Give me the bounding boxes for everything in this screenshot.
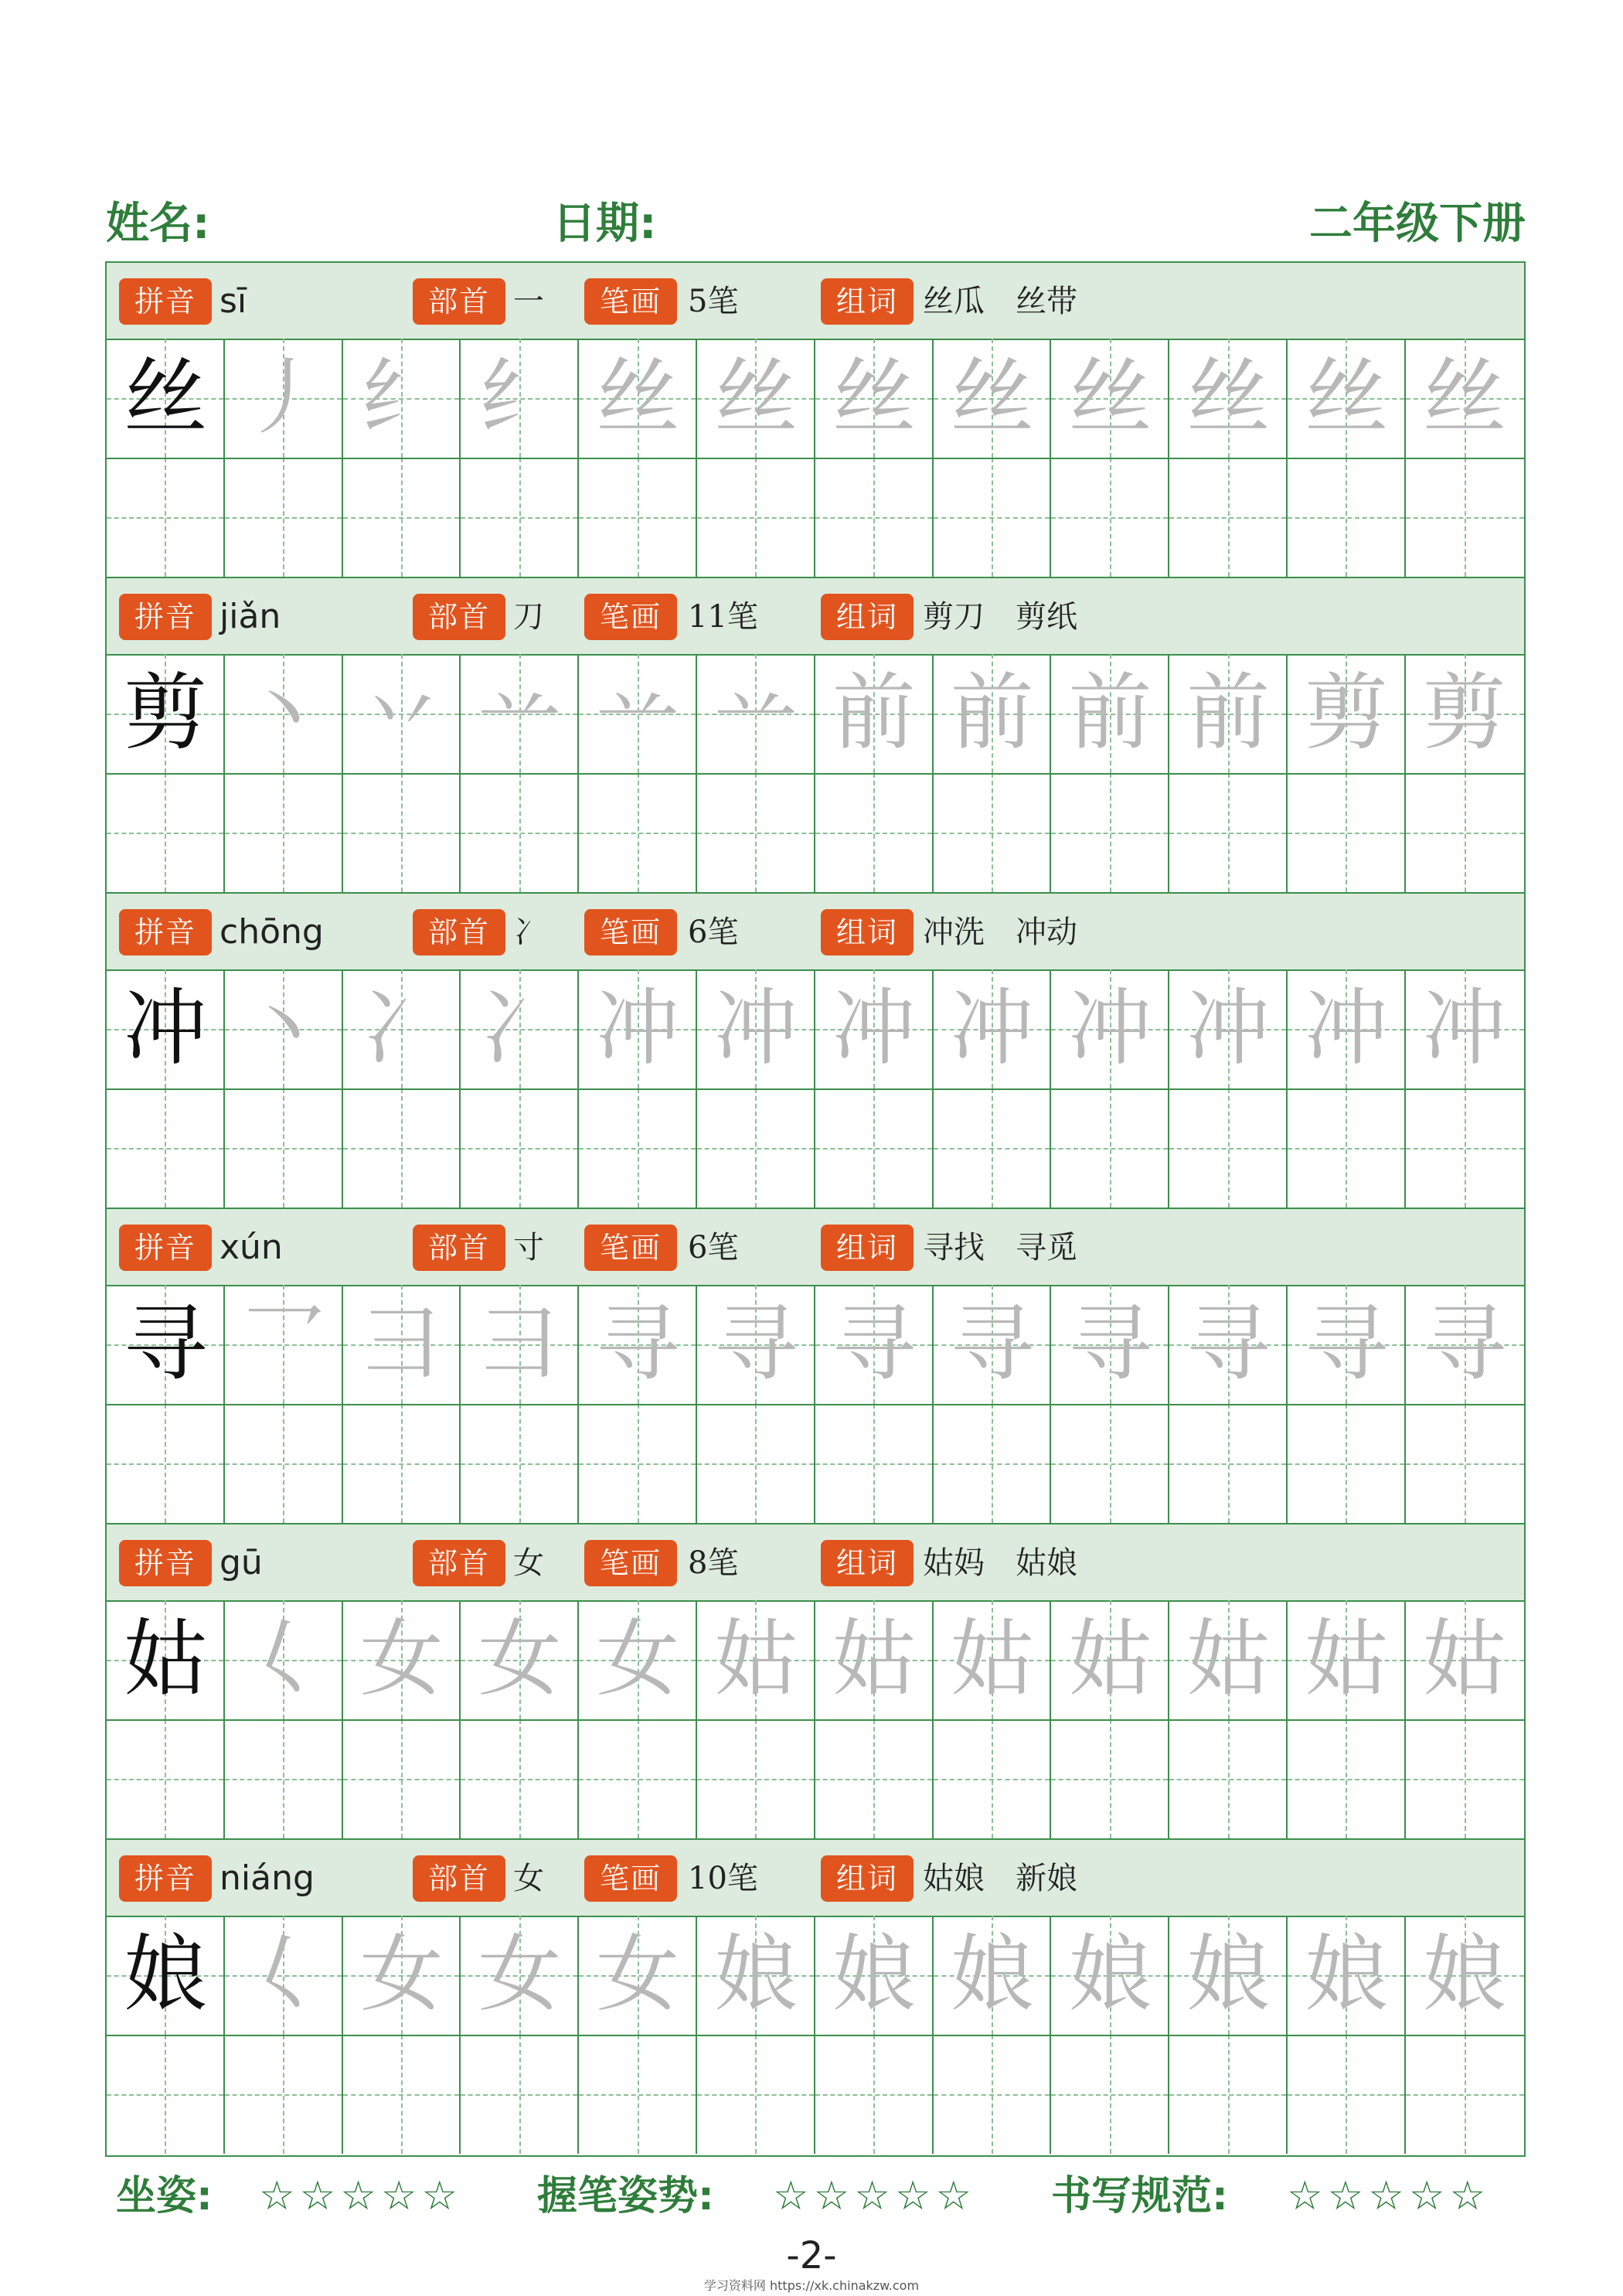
blank-writing-cell[interactable]: [1169, 773, 1288, 892]
trace-stroke-step: 女: [478, 1926, 562, 2023]
pinyin-tag: 拼音: [119, 594, 212, 640]
blank-writing-cell[interactable]: [697, 1719, 815, 1838]
radical-tag: 部首: [413, 278, 505, 325]
blank-writing-cell[interactable]: [1288, 1719, 1406, 1838]
radical-value: 一: [513, 284, 544, 319]
blank-writing-cell[interactable]: [461, 1719, 579, 1838]
words-value: 姑妈 姑娘: [923, 1545, 1077, 1581]
trace-stroke-step: 娘: [950, 1926, 1034, 2023]
strokes-tag: 笔画: [584, 278, 677, 325]
blank-writing-cell[interactable]: [343, 1088, 461, 1208]
page-number: -2-: [786, 2234, 837, 2277]
blank-writing-cell[interactable]: [107, 773, 225, 892]
strokes-value: 5笔: [688, 284, 739, 319]
words-tag: 组词: [821, 278, 914, 325]
radical-value: 女: [513, 1861, 544, 1896]
trace-stroke-step: 剪: [1304, 665, 1388, 761]
trace-stroke-step: 寻: [1422, 1296, 1506, 1392]
trace-stroke-step: 娘: [1186, 1926, 1271, 2023]
blank-writing-cell[interactable]: [934, 2035, 1052, 2154]
blank-writing-cell[interactable]: [934, 1088, 1052, 1208]
pinyin-tag: 拼音: [119, 1855, 212, 1902]
trace-stroke-step: 娘: [1422, 1926, 1506, 2023]
writing-grid: [107, 1600, 1524, 1838]
radical-value: 冫: [513, 915, 544, 950]
model-character: 寻: [123, 1296, 207, 1392]
radical-tag: 部首: [413, 1855, 505, 1902]
trace-stroke-step: 姑: [1304, 1611, 1388, 1708]
blank-writing-cell[interactable]: [579, 1719, 697, 1838]
trace-stroke-step: 冫: [478, 980, 562, 1077]
trace-stroke-step: 冲: [713, 980, 798, 1077]
strokes-tag: 笔画: [584, 594, 677, 640]
model-character: 丝: [123, 349, 207, 446]
blank-writing-cell[interactable]: [1288, 2035, 1406, 2154]
trace-stroke-step: 丿: [241, 349, 325, 446]
blank-writing-cell[interactable]: [461, 773, 579, 892]
character-info-bar: [107, 578, 1524, 656]
writing-grid: [107, 1285, 1524, 1523]
blank-writing-cell[interactable]: [815, 1719, 934, 1838]
blank-writing-cell[interactable]: [343, 1404, 461, 1523]
blank-writing-cell[interactable]: [1288, 1088, 1406, 1208]
blank-writing-cell[interactable]: [934, 773, 1052, 892]
trace-stroke-step: 䒑: [478, 665, 562, 761]
strokes-value: 8笔: [688, 1545, 739, 1581]
character-info-bar: [107, 894, 1524, 971]
words-value: 冲洗 冲动: [923, 915, 1077, 950]
writing-label: 书写规范:: [1051, 2173, 1228, 2219]
pinyin-value: jiǎn: [219, 597, 281, 636]
trace-stroke-step: 彐: [359, 1296, 444, 1392]
practice-sheet: [105, 261, 1526, 2157]
blank-writing-cell[interactable]: [107, 1719, 225, 1838]
words-value: 姑娘 新娘: [923, 1861, 1077, 1896]
words-value: 剪刀 剪纸: [923, 599, 1077, 635]
page-header: [106, 197, 1526, 251]
blank-writing-cell[interactable]: [107, 1088, 225, 1208]
blank-writing-cell[interactable]: [1051, 1719, 1169, 1838]
strokes-value: 10笔: [688, 1861, 758, 1896]
trace-stroke-step: 女: [478, 1611, 562, 1708]
model-character: 冲: [123, 980, 207, 1077]
blank-writing-cell[interactable]: [815, 1404, 934, 1523]
trace-stroke-step: 冲: [596, 980, 680, 1077]
trace-stroke-step: 寻: [832, 1296, 916, 1392]
trace-stroke-step: 寻: [596, 1296, 680, 1392]
blank-writing-cell[interactable]: [697, 773, 815, 892]
blank-writing-cell[interactable]: [1169, 1088, 1288, 1208]
trace-stroke-step: 冲: [1068, 980, 1152, 1077]
blank-writing-cell[interactable]: [1288, 773, 1406, 892]
trace-stroke-step: 寻: [1304, 1296, 1388, 1392]
trace-stroke-step: 寻: [950, 1296, 1034, 1392]
trace-stroke-step: 丶: [241, 665, 325, 761]
trace-stroke-step: 娘: [1068, 1926, 1152, 2023]
strokes-tag: 笔画: [584, 909, 677, 956]
date-label: 日期:: [553, 199, 657, 249]
trace-stroke-step: 前: [950, 665, 1034, 761]
blank-writing-cell[interactable]: [1051, 773, 1169, 892]
trace-stroke-step: 丝: [950, 349, 1034, 446]
trace-stroke-step: 冲: [1304, 980, 1388, 1077]
pinyin-value: gū: [219, 1543, 263, 1582]
blank-writing-cell[interactable]: [579, 1404, 697, 1523]
trace-stroke-step: 姑: [832, 1611, 916, 1708]
blank-writing-cell[interactable]: [343, 1719, 461, 1838]
blank-writing-cell[interactable]: [107, 1404, 225, 1523]
blank-writing-cell[interactable]: [225, 1088, 343, 1208]
blank-writing-cell[interactable]: [815, 458, 934, 577]
trace-stroke-step: 冲: [1186, 980, 1271, 1077]
blank-writing-cell[interactable]: [225, 773, 343, 892]
radical-value: 寸: [513, 1230, 544, 1266]
blank-writing-cell[interactable]: [815, 773, 934, 892]
words-tag: 组词: [821, 909, 914, 956]
blank-writing-cell[interactable]: [815, 2035, 934, 2154]
blank-writing-cell[interactable]: [225, 2035, 343, 2154]
blank-writing-cell[interactable]: [1288, 1404, 1406, 1523]
blank-writing-cell[interactable]: [461, 1088, 579, 1208]
model-character: 姑: [123, 1611, 207, 1708]
character-block: [107, 1524, 1524, 1840]
trace-stroke-step: 冲: [1422, 980, 1506, 1077]
model-character: 娘: [123, 1926, 207, 2023]
trace-stroke-step: 姑: [1186, 1611, 1271, 1708]
blank-writing-cell[interactable]: [461, 2035, 579, 2154]
strokes-tag: 笔画: [584, 1855, 677, 1902]
blank-writing-cell[interactable]: [225, 1719, 343, 1838]
blank-writing-cell[interactable]: [1406, 1088, 1524, 1208]
evaluation-footer: [116, 2169, 1523, 2223]
trace-stroke-step: 娘: [832, 1926, 916, 2023]
words-value: 寻找 寻觅: [923, 1230, 1077, 1266]
radical-tag: 部首: [413, 1225, 505, 1271]
strokes-tag: 笔画: [584, 1540, 677, 1586]
trace-stroke-step: 姑: [1068, 1611, 1152, 1708]
blank-writing-cell[interactable]: [934, 1719, 1052, 1838]
pinyin-value: sī: [219, 281, 247, 321]
blank-writing-cell[interactable]: [1051, 1404, 1169, 1523]
trace-stroke-step: 纟: [478, 349, 562, 446]
trace-stroke-step: 丶: [241, 980, 325, 1077]
trace-stroke-step: 寻: [1186, 1296, 1271, 1392]
blank-writing-cell[interactable]: [579, 2035, 697, 2154]
trace-stroke-step: 寻: [1068, 1296, 1152, 1392]
trace-stroke-step: 丷: [359, 665, 444, 761]
words-value: 丝瓜 丝带: [923, 284, 1077, 319]
trace-stroke-step: 𡿨: [241, 1926, 325, 2023]
pinyin-value: niáng: [219, 1858, 315, 1898]
blank-writing-cell[interactable]: [1406, 773, 1524, 892]
blank-writing-cell[interactable]: [107, 2035, 225, 2154]
trace-stroke-step: 姑: [950, 1611, 1034, 1708]
pen-grip-label: 握笔姿势:: [537, 2173, 714, 2219]
trace-stroke-step: 娘: [713, 1926, 798, 2023]
radical-value: 女: [513, 1545, 544, 1581]
character-info-bar: [107, 263, 1524, 340]
trace-stroke-step: 䒑: [713, 665, 798, 761]
blank-writing-cell[interactable]: [1406, 458, 1524, 577]
trace-stroke-step: 丝: [596, 349, 680, 446]
words-tag: 组词: [821, 1855, 914, 1902]
blank-writing-cell[interactable]: [225, 1404, 343, 1523]
blank-writing-cell[interactable]: [1169, 2035, 1288, 2154]
writing-grid: [107, 1916, 1524, 2154]
character-info-bar: [107, 1209, 1524, 1286]
blank-writing-cell[interactable]: [579, 458, 697, 577]
blank-writing-cell[interactable]: [697, 1088, 815, 1208]
trace-stroke-step: 冲: [832, 980, 916, 1077]
trace-stroke-step: 丝: [1304, 349, 1388, 446]
blank-writing-cell[interactable]: [1051, 2035, 1169, 2154]
trace-stroke-step: 姑: [1422, 1611, 1506, 1708]
radical-tag: 部首: [413, 1540, 505, 1586]
trace-stroke-step: 剪: [1422, 665, 1506, 761]
trace-stroke-step: 娘: [1304, 1926, 1388, 2023]
blank-writing-cell[interactable]: [343, 458, 461, 577]
trace-stroke-step: 前: [832, 665, 916, 761]
name-label: 姓名:: [106, 199, 210, 249]
blank-writing-cell[interactable]: [934, 458, 1052, 577]
pinyin-tag: 拼音: [119, 909, 212, 956]
writing-grid: [107, 654, 1524, 892]
character-block: [107, 894, 1524, 1209]
trace-stroke-step: 纟: [359, 349, 444, 446]
grade-label: 二年级下册: [1309, 199, 1526, 249]
blank-writing-cell[interactable]: [697, 458, 815, 577]
blank-writing-cell[interactable]: [1406, 1719, 1524, 1838]
blank-writing-cell[interactable]: [934, 1404, 1052, 1523]
trace-stroke-step: 丝: [1068, 349, 1152, 446]
trace-stroke-step: 女: [596, 1926, 680, 2023]
blank-writing-cell[interactable]: [697, 1404, 815, 1523]
blank-writing-cell[interactable]: [1406, 2035, 1524, 2154]
pinyin-tag: 拼音: [119, 278, 212, 325]
trace-stroke-step: 前: [1186, 665, 1271, 761]
trace-stroke-step: 冲: [950, 980, 1034, 1077]
strokes-value: 6笔: [688, 915, 739, 950]
character-block: [107, 1840, 1524, 2155]
writing-grid: [107, 969, 1524, 1208]
writing-grid: [107, 339, 1524, 577]
pen-grip-star-rating[interactable]: ☆☆☆☆☆: [773, 2173, 977, 2219]
blank-writing-cell[interactable]: [1051, 1088, 1169, 1208]
character-info-bar: [107, 1524, 1524, 1602]
trace-stroke-step: 冫: [359, 980, 444, 1077]
blank-writing-cell[interactable]: [815, 1088, 934, 1208]
blank-writing-cell[interactable]: [1406, 1404, 1524, 1523]
blank-writing-cell[interactable]: [343, 2035, 461, 2154]
pinyin-value: chōng: [219, 912, 324, 952]
blank-writing-cell[interactable]: [1051, 458, 1169, 577]
words-tag: 组词: [821, 594, 914, 640]
radical-tag: 部首: [413, 909, 505, 956]
pinyin-tag: 拼音: [119, 1225, 212, 1271]
blank-writing-cell[interactable]: [461, 1404, 579, 1523]
sitting-star-rating[interactable]: ☆☆☆☆☆: [259, 2173, 463, 2219]
trace-stroke-step: 女: [596, 1611, 680, 1708]
blank-writing-cell[interactable]: [343, 773, 461, 892]
trace-stroke-step: 丝: [713, 349, 798, 446]
character-info-bar: [107, 1840, 1524, 1917]
strokes-value: 6笔: [688, 1230, 739, 1266]
trace-stroke-step: 寻: [713, 1296, 798, 1392]
blank-writing-cell[interactable]: [579, 1088, 697, 1208]
words-tag: 组词: [821, 1225, 914, 1271]
blank-writing-cell[interactable]: [225, 458, 343, 577]
pinyin-tag: 拼音: [119, 1540, 212, 1586]
trace-stroke-step: 乛: [241, 1296, 325, 1392]
blank-writing-cell[interactable]: [1169, 1719, 1288, 1838]
strokes-value: 11笔: [688, 599, 758, 635]
trace-stroke-step: 姑: [713, 1611, 798, 1708]
words-tag: 组词: [821, 1540, 914, 1586]
model-character: 剪: [123, 665, 207, 761]
blank-writing-cell[interactable]: [579, 773, 697, 892]
writing-star-rating[interactable]: ☆☆☆☆☆: [1287, 2173, 1491, 2219]
strokes-tag: 笔画: [584, 1225, 677, 1271]
site-watermark: 学习资料网 https://xk.chinakzw.com: [703, 2278, 920, 2293]
pinyin-value: xún: [219, 1228, 283, 1267]
trace-stroke-step: 彐: [478, 1296, 562, 1392]
blank-writing-cell[interactable]: [461, 458, 579, 577]
sitting-label: 坐姿:: [116, 2173, 213, 2219]
blank-writing-cell[interactable]: [1288, 458, 1406, 577]
blank-writing-cell[interactable]: [697, 2035, 815, 2154]
trace-stroke-step: 女: [359, 1926, 444, 2023]
trace-stroke-step: 前: [1068, 665, 1152, 761]
character-block: [107, 263, 1524, 578]
trace-stroke-step: 丝: [832, 349, 916, 446]
trace-stroke-step: 䒑: [596, 665, 680, 761]
trace-stroke-step: 女: [359, 1611, 444, 1708]
character-block: [107, 578, 1524, 894]
blank-writing-cell[interactable]: [1169, 1404, 1288, 1523]
trace-stroke-step: 丝: [1422, 349, 1506, 446]
trace-stroke-step: 丝: [1186, 349, 1271, 446]
character-block: [107, 1209, 1524, 1524]
radical-value: 刀: [513, 599, 544, 635]
radical-tag: 部首: [413, 594, 505, 640]
blank-writing-cell[interactable]: [107, 458, 225, 577]
trace-stroke-step: 𡿨: [241, 1611, 325, 1708]
blank-writing-cell[interactable]: [1169, 458, 1288, 577]
